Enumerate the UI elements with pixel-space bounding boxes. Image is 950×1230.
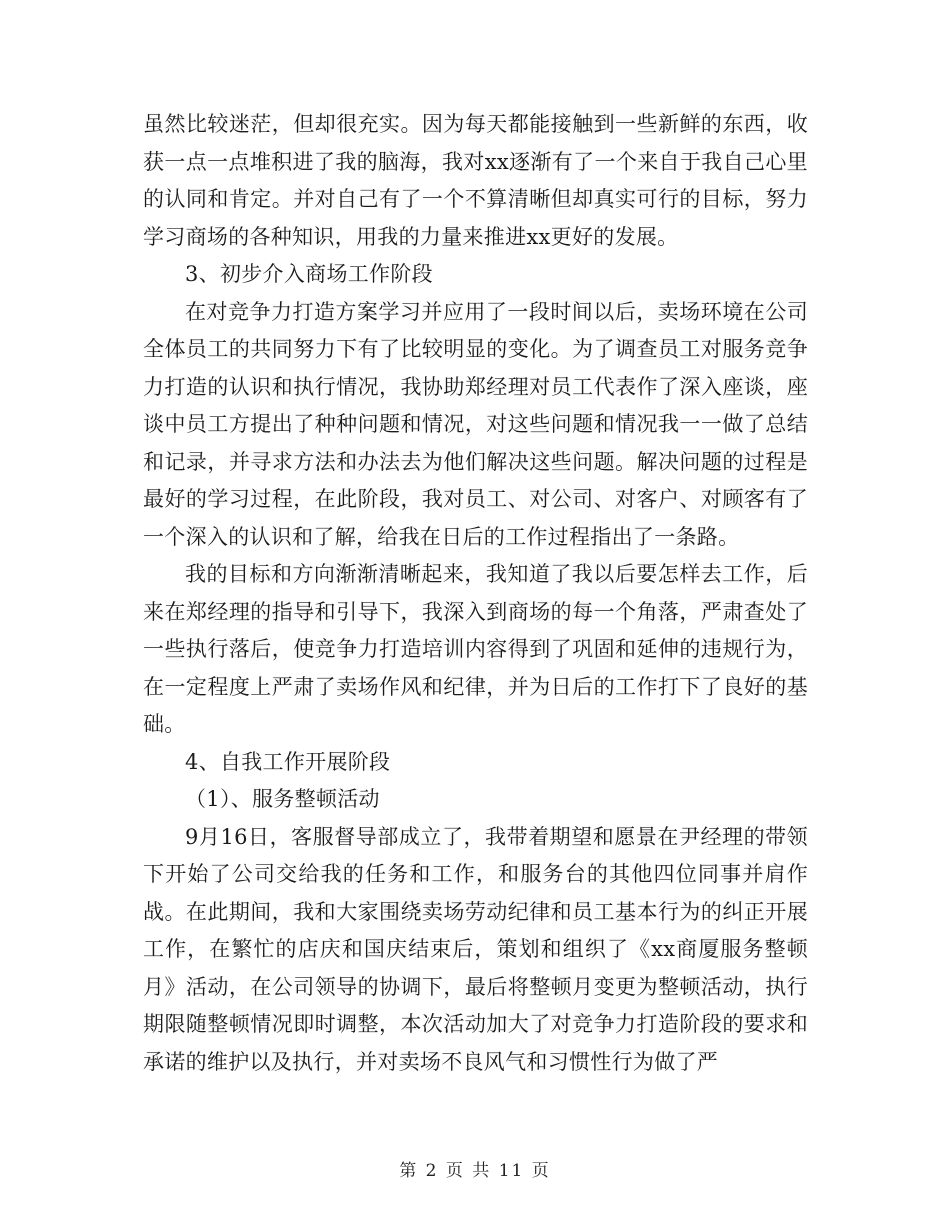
section-heading-3: 3、初步介入商场工作阶段 <box>185 262 433 286</box>
section-heading-4: 4、自我工作开展阶段 <box>185 749 391 774</box>
paragraph-body: 在对竞争力打造方案学习并应用了一段时间以后，卖场环境在公司全体员工的共同努力下有了比较明显的变化。为了调查员工对服务竞争力打造的认识和执行情况，我协助郑经理对员工代表作了深入座谈，座谈中员工方提出了种种问题和情况，对这些问题和情况我一一做了总结和记录，并寻求方法和办法去为他们解决这些问题。解决问题的过程是最好的学习过程，在此阶段，我对员工、对公司、对客户、对顾客有了一个深入的认识和了解，给我在日后的工作过程指出了一条路。 <box>143 299 808 549</box>
subsection-heading-1: （1）、服务整顿活动 <box>185 787 380 811</box>
paragraph-continuation: 虽然比较迷茫，但却很充实。因为每天都能接触到一些新鲜的东西，收获一点一点堆积进了我的脑海，我对xx逐渐有了一个来自于我自己心里的认同和肯定。并对自己有了一个不算清晰但却真实可行的目标，努力学习商场的各种知识，用我的力量来推进xx更好的发展。 <box>143 112 808 249</box>
paragraph-body: 9月16日，客服督导部成立了，我带着期望和愿景在尹经理的带领下开始了公司交给我的任务和工作，和服务台的其他四位同事并肩作战。在此期间，我和大家围绕卖场劳动纪律和员工基本行为的纠正开展工作，在繁忙的店庆和国庆结束后，策划和组织了《xx商厦服务整顿月》活动，在公司领导的协调下，最后将整顿月变更为整顿活动，执行期限随整顿情况即时调整，本次活动加大了对竞争力打造阶段的要求和承诺的维护以及执行，并对卖场不良风气和习惯性行为做了严 <box>143 824 808 1074</box>
paragraph-body: 我的目标和方向渐渐清晰起来，我知道了我以后要怎样去工作，后来在郑经理的指导和引导下，我深入到商场的每一个角落，严肃查处了一些执行落后，使竞争力打造培训内容得到了巩固和延伸的违规行为，在一定程度上严肃了卖场作风和纪律，并为日后的工作打下了良好的基础。 <box>143 562 808 736</box>
page-number-footer: 第 2 页 共 11 页 <box>399 1161 551 1181</box>
document-body <box>143 106 808 1081</box>
